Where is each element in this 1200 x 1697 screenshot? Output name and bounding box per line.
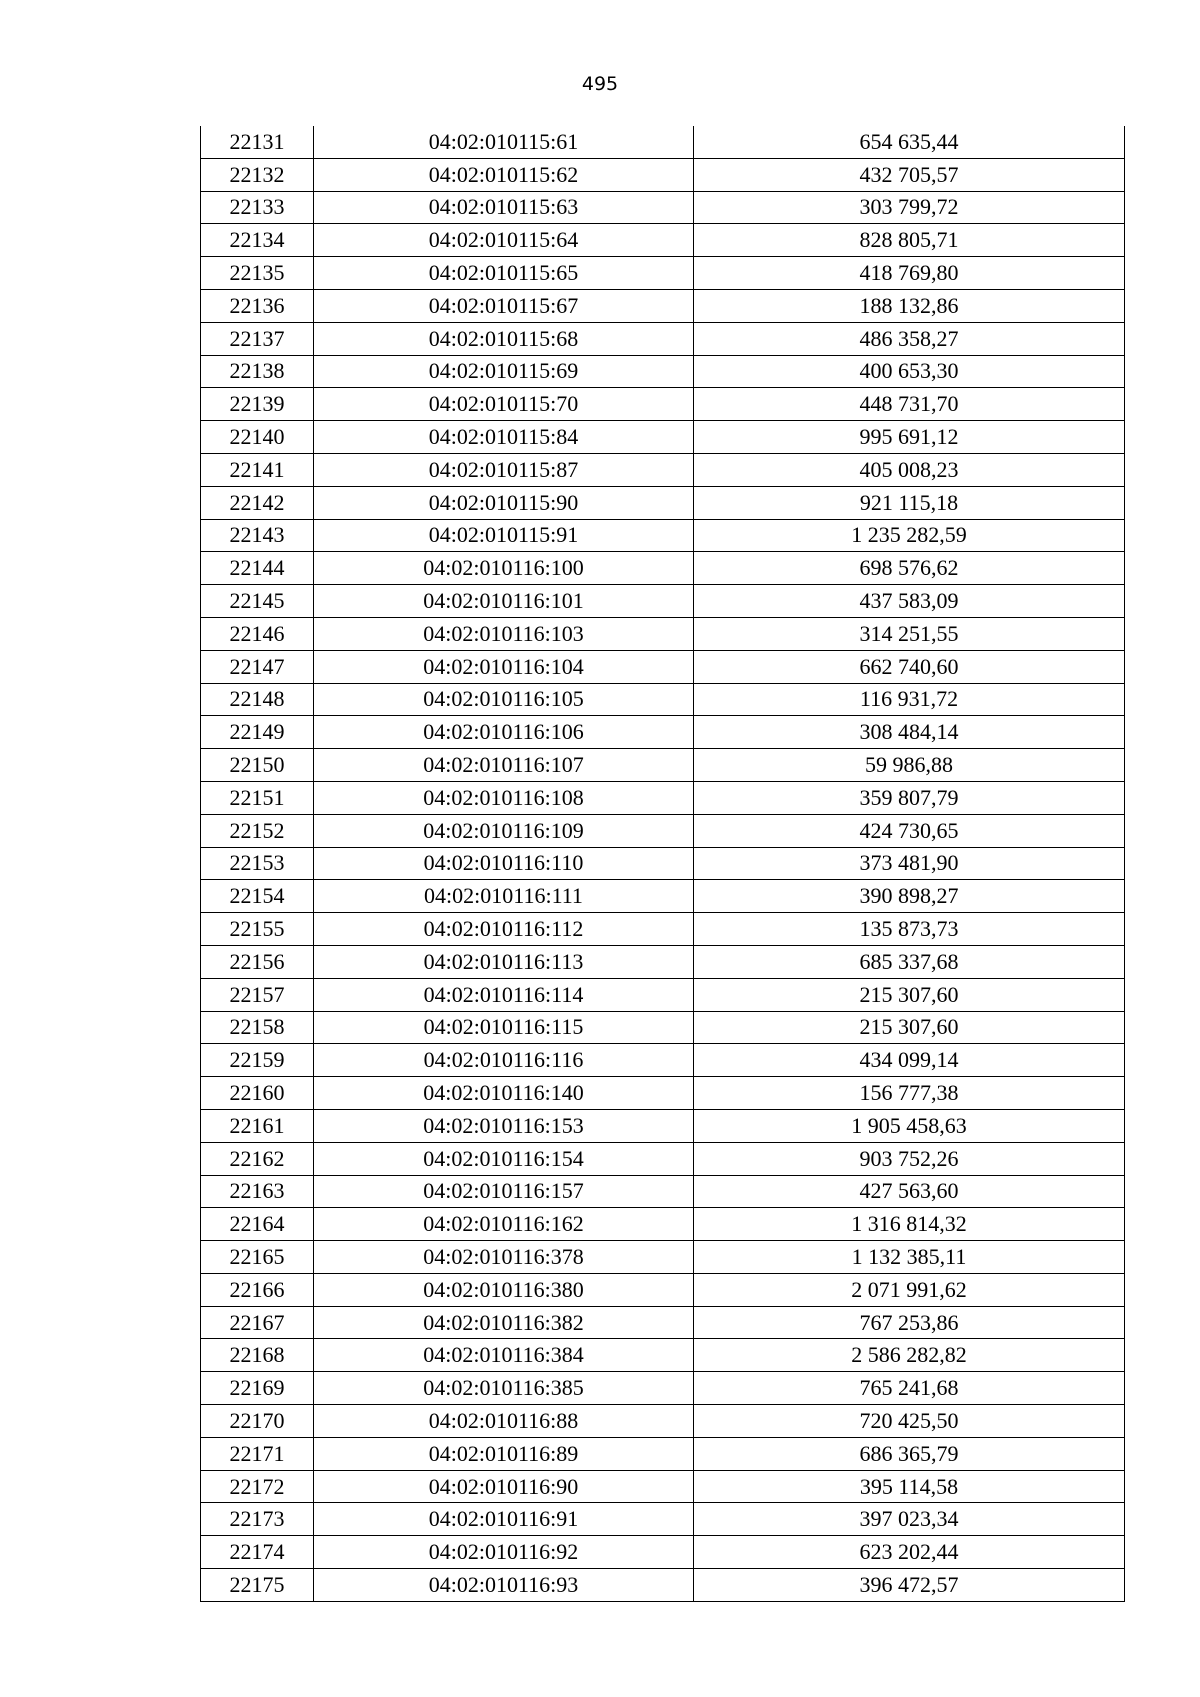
table-row [201, 1503, 1125, 1536]
cadastral-value-cell: 400 653,30 [694, 355, 1125, 388]
registry-table [200, 126, 1125, 1602]
table-row [201, 289, 1125, 322]
cadastral-value-cell: 662 740,60 [694, 650, 1125, 683]
cadastral-number-cell: 04:02:010116:385 [314, 1372, 694, 1405]
row-number-cell: 22143 [201, 519, 314, 552]
cadastral-number-cell: 04:02:010116:107 [314, 749, 694, 782]
cadastral-value-cell: 314 251,55 [694, 617, 1125, 650]
row-number-cell: 22154 [201, 880, 314, 913]
table-row [201, 1339, 1125, 1372]
table-row [201, 1536, 1125, 1569]
cadastral-value-cell: 765 241,68 [694, 1372, 1125, 1405]
row-number-cell: 22159 [201, 1044, 314, 1077]
cadastral-number-cell: 04:02:010115:87 [314, 453, 694, 486]
table-row [201, 1175, 1125, 1208]
row-number-cell: 22142 [201, 486, 314, 519]
cadastral-number-cell: 04:02:010116:384 [314, 1339, 694, 1372]
row-number-cell: 22139 [201, 388, 314, 421]
table-row [201, 945, 1125, 978]
cadastral-number-cell: 04:02:010115:69 [314, 355, 694, 388]
cadastral-value-cell: 720 425,50 [694, 1405, 1125, 1438]
table-row [201, 1273, 1125, 1306]
row-number-cell: 22171 [201, 1437, 314, 1470]
cadastral-number-cell: 04:02:010116:93 [314, 1569, 694, 1602]
cadastral-value-cell: 698 576,62 [694, 552, 1125, 585]
table-row [201, 617, 1125, 650]
table-row [201, 224, 1125, 257]
table-row [201, 650, 1125, 683]
row-number-cell: 22136 [201, 289, 314, 322]
cadastral-value-cell: 432 705,57 [694, 158, 1125, 191]
cadastral-value-cell: 686 365,79 [694, 1437, 1125, 1470]
cadastral-value-cell: 303 799,72 [694, 191, 1125, 224]
table-row [201, 355, 1125, 388]
row-number-cell: 22169 [201, 1372, 314, 1405]
cadastral-number-cell: 04:02:010115:62 [314, 158, 694, 191]
cadastral-value-cell: 308 484,14 [694, 716, 1125, 749]
table-row [201, 585, 1125, 618]
cadastral-number-cell: 04:02:010116:103 [314, 617, 694, 650]
cadastral-number-cell: 04:02:010116:100 [314, 552, 694, 585]
table-row [201, 519, 1125, 552]
table-row [201, 1306, 1125, 1339]
cadastral-value-cell: 427 563,60 [694, 1175, 1125, 1208]
table-row [201, 814, 1125, 847]
row-number-cell: 22132 [201, 158, 314, 191]
row-number-cell: 22133 [201, 191, 314, 224]
table-row [201, 486, 1125, 519]
row-number-cell: 22157 [201, 978, 314, 1011]
registry-table-container [200, 126, 1124, 1602]
table-row [201, 158, 1125, 191]
cadastral-number-cell: 04:02:010116:115 [314, 1011, 694, 1044]
cadastral-number-cell: 04:02:010115:68 [314, 322, 694, 355]
table-row [201, 453, 1125, 486]
cadastral-number-cell: 04:02:010116:110 [314, 847, 694, 880]
cadastral-number-cell: 04:02:010116:109 [314, 814, 694, 847]
cadastral-number-cell: 04:02:010116:88 [314, 1405, 694, 1438]
row-number-cell: 22150 [201, 749, 314, 782]
cadastral-value-cell: 397 023,34 [694, 1503, 1125, 1536]
cadastral-number-cell: 04:02:010116:108 [314, 781, 694, 814]
cadastral-value-cell: 59 986,88 [694, 749, 1125, 782]
row-number-cell: 22172 [201, 1470, 314, 1503]
cadastral-number-cell: 04:02:010116:104 [314, 650, 694, 683]
cadastral-value-cell: 486 358,27 [694, 322, 1125, 355]
cadastral-number-cell: 04:02:010115:67 [314, 289, 694, 322]
row-number-cell: 22152 [201, 814, 314, 847]
cadastral-value-cell: 921 115,18 [694, 486, 1125, 519]
cadastral-number-cell: 04:02:010115:65 [314, 257, 694, 290]
cadastral-number-cell: 04:02:010116:112 [314, 913, 694, 946]
table-row [201, 1372, 1125, 1405]
cadastral-value-cell: 390 898,27 [694, 880, 1125, 913]
cadastral-value-cell: 434 099,14 [694, 1044, 1125, 1077]
cadastral-value-cell: 424 730,65 [694, 814, 1125, 847]
row-number-cell: 22141 [201, 453, 314, 486]
row-number-cell: 22148 [201, 683, 314, 716]
row-number-cell: 22155 [201, 913, 314, 946]
table-row [201, 1470, 1125, 1503]
table-row [201, 781, 1125, 814]
table-row [201, 913, 1125, 946]
row-number-cell: 22140 [201, 421, 314, 454]
row-number-cell: 22166 [201, 1273, 314, 1306]
cadastral-number-cell: 04:02:010116:378 [314, 1241, 694, 1274]
table-row [201, 1405, 1125, 1438]
cadastral-value-cell: 1 132 385,11 [694, 1241, 1125, 1274]
row-number-cell: 22135 [201, 257, 314, 290]
cadastral-value-cell: 2 586 282,82 [694, 1339, 1125, 1372]
registry-table-body [201, 126, 1125, 1601]
cadastral-number-cell: 04:02:010116:153 [314, 1109, 694, 1142]
cadastral-value-cell: 1 235 282,59 [694, 519, 1125, 552]
cadastral-value-cell: 395 114,58 [694, 1470, 1125, 1503]
cadastral-number-cell: 04:02:010115:91 [314, 519, 694, 552]
row-number-cell: 22160 [201, 1077, 314, 1110]
cadastral-number-cell: 04:02:010116:162 [314, 1208, 694, 1241]
row-number-cell: 22131 [201, 126, 314, 158]
table-row [201, 1142, 1125, 1175]
row-number-cell: 22137 [201, 322, 314, 355]
row-number-cell: 22170 [201, 1405, 314, 1438]
cadastral-number-cell: 04:02:010115:64 [314, 224, 694, 257]
cadastral-value-cell: 685 337,68 [694, 945, 1125, 978]
cadastral-value-cell: 405 008,23 [694, 453, 1125, 486]
table-row [201, 421, 1125, 454]
table-row [201, 322, 1125, 355]
table-row [201, 683, 1125, 716]
cadastral-value-cell: 156 777,38 [694, 1077, 1125, 1110]
table-row [201, 126, 1125, 158]
table-row [201, 191, 1125, 224]
cadastral-value-cell: 418 769,80 [694, 257, 1125, 290]
cadastral-number-cell: 04:02:010116:380 [314, 1273, 694, 1306]
table-row [201, 749, 1125, 782]
cadastral-number-cell: 04:02:010116:106 [314, 716, 694, 749]
cadastral-value-cell: 903 752,26 [694, 1142, 1125, 1175]
cadastral-number-cell: 04:02:010115:70 [314, 388, 694, 421]
row-number-cell: 22134 [201, 224, 314, 257]
table-row [201, 552, 1125, 585]
row-number-cell: 22175 [201, 1569, 314, 1602]
row-number-cell: 22165 [201, 1241, 314, 1274]
table-row [201, 978, 1125, 1011]
table-row [201, 1011, 1125, 1044]
table-row [201, 388, 1125, 421]
cadastral-number-cell: 04:02:010115:63 [314, 191, 694, 224]
cadastral-value-cell: 995 691,12 [694, 421, 1125, 454]
row-number-cell: 22168 [201, 1339, 314, 1372]
table-row [201, 1044, 1125, 1077]
cadastral-number-cell: 04:02:010115:61 [314, 126, 694, 158]
row-number-cell: 22167 [201, 1306, 314, 1339]
cadastral-value-cell: 828 805,71 [694, 224, 1125, 257]
cadastral-value-cell: 135 873,73 [694, 913, 1125, 946]
row-number-cell: 22156 [201, 945, 314, 978]
cadastral-value-cell: 623 202,44 [694, 1536, 1125, 1569]
cadastral-number-cell: 04:02:010116:382 [314, 1306, 694, 1339]
cadastral-number-cell: 04:02:010116:111 [314, 880, 694, 913]
table-row [201, 1077, 1125, 1110]
row-number-cell: 22164 [201, 1208, 314, 1241]
table-row [201, 716, 1125, 749]
row-number-cell: 22138 [201, 355, 314, 388]
row-number-cell: 22153 [201, 847, 314, 880]
row-number-cell: 22161 [201, 1109, 314, 1142]
cadastral-value-cell: 396 472,57 [694, 1569, 1125, 1602]
cadastral-value-cell: 116 931,72 [694, 683, 1125, 716]
cadastral-number-cell: 04:02:010116:116 [314, 1044, 694, 1077]
cadastral-number-cell: 04:02:010116:105 [314, 683, 694, 716]
cadastral-number-cell: 04:02:010116:90 [314, 1470, 694, 1503]
table-row [201, 1241, 1125, 1274]
table-row [201, 1569, 1125, 1602]
table-row [201, 257, 1125, 290]
cadastral-number-cell: 04:02:010116:154 [314, 1142, 694, 1175]
cadastral-number-cell: 04:02:010116:91 [314, 1503, 694, 1536]
cadastral-number-cell: 04:02:010116:89 [314, 1437, 694, 1470]
page-number: 495 [581, 73, 619, 95]
row-number-cell: 22145 [201, 585, 314, 618]
table-row [201, 1208, 1125, 1241]
table-row [201, 1437, 1125, 1470]
cadastral-value-cell: 1 905 458,63 [694, 1109, 1125, 1142]
cadastral-value-cell: 767 253,86 [694, 1306, 1125, 1339]
cadastral-value-cell: 373 481,90 [694, 847, 1125, 880]
row-number-cell: 22163 [201, 1175, 314, 1208]
row-number-cell: 22144 [201, 552, 314, 585]
cadastral-number-cell: 04:02:010116:140 [314, 1077, 694, 1110]
row-number-cell: 22151 [201, 781, 314, 814]
cadastral-number-cell: 04:02:010115:84 [314, 421, 694, 454]
row-number-cell: 22146 [201, 617, 314, 650]
cadastral-value-cell: 188 132,86 [694, 289, 1125, 322]
cadastral-number-cell: 04:02:010116:157 [314, 1175, 694, 1208]
cadastral-value-cell: 437 583,09 [694, 585, 1125, 618]
cadastral-value-cell: 448 731,70 [694, 388, 1125, 421]
cadastral-number-cell: 04:02:010116:113 [314, 945, 694, 978]
cadastral-value-cell: 215 307,60 [694, 1011, 1125, 1044]
cadastral-value-cell: 654 635,44 [694, 126, 1125, 158]
cadastral-number-cell: 04:02:010116:101 [314, 585, 694, 618]
cadastral-number-cell: 04:02:010116:114 [314, 978, 694, 1011]
cadastral-number-cell: 04:02:010116:92 [314, 1536, 694, 1569]
row-number-cell: 22158 [201, 1011, 314, 1044]
cadastral-value-cell: 215 307,60 [694, 978, 1125, 1011]
row-number-cell: 22174 [201, 1536, 314, 1569]
table-row [201, 1109, 1125, 1142]
row-number-cell: 22162 [201, 1142, 314, 1175]
cadastral-number-cell: 04:02:010115:90 [314, 486, 694, 519]
cadastral-value-cell: 1 316 814,32 [694, 1208, 1125, 1241]
cadastral-value-cell: 359 807,79 [694, 781, 1125, 814]
cadastral-value-cell: 2 071 991,62 [694, 1273, 1125, 1306]
row-number-cell: 22173 [201, 1503, 314, 1536]
row-number-cell: 22147 [201, 650, 314, 683]
table-row [201, 847, 1125, 880]
row-number-cell: 22149 [201, 716, 314, 749]
table-row [201, 880, 1125, 913]
